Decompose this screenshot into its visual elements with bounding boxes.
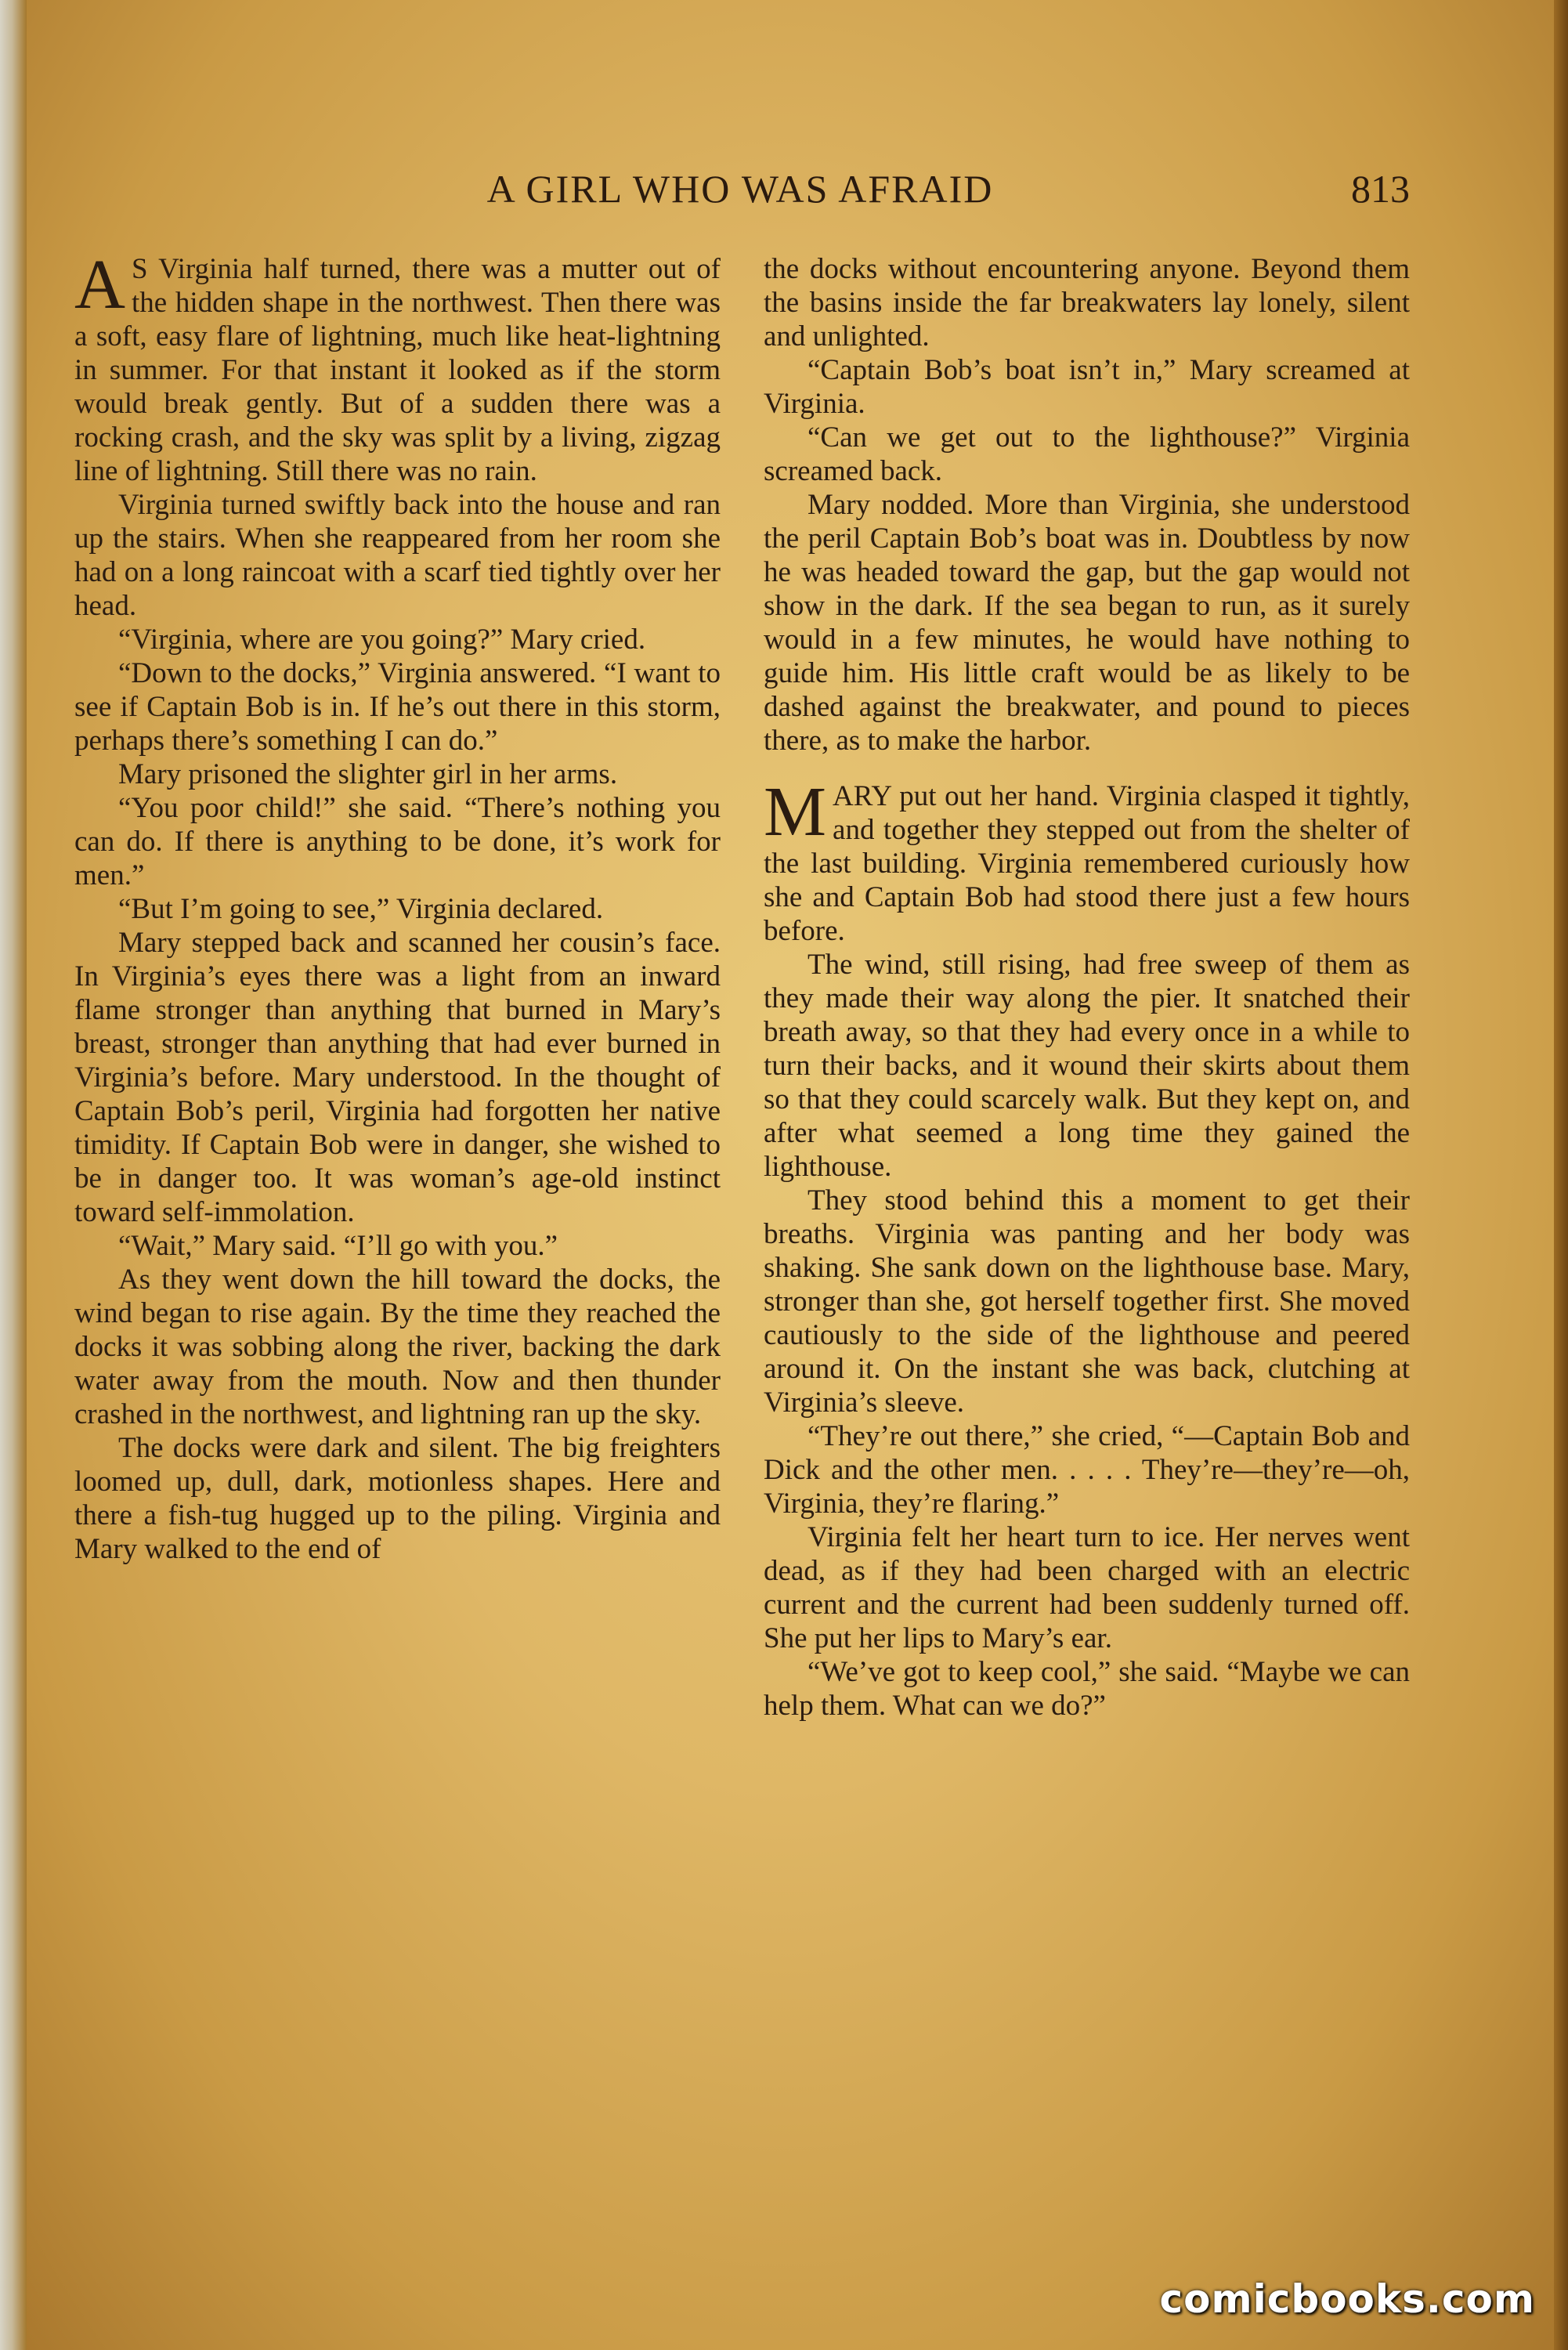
paragraph-text: S Virginia half turned, there was a mutter out of the hidden shape in the northwest. Then there was a soft, easy flare of lightning, much like heat-lightning in summer. For that instant it looked as if the storm would break gently. But of a sudden there was a rocking crash, and the sky was split by a living, zigzag line of lightning. Still there was no rain. xyxy=(74,253,721,487)
paragraph: “But I’m going to see,” Virginia declared. xyxy=(118,893,604,925)
paragraph: the docks without encountering anyone. Beyond them the basins inside the far breakwaters lay lonely, silent and unlighted. xyxy=(764,253,1410,352)
paragraph: Mary prisoned the slighter girl in her arms. xyxy=(118,758,618,790)
paragraph: The docks were dark and silent. The big freighters loomed up, dull, dark, motionless shapes. Here and there a fish-tug hugged up to the piling. Virginia and Mary walked to the end of xyxy=(74,1432,721,1565)
page-header xyxy=(70,166,1410,218)
site-watermark: comicbooks.com xyxy=(1159,2276,1535,2322)
paragraph xyxy=(74,246,721,488)
paragraph xyxy=(764,773,1410,948)
paragraph: “We’ve got to keep cool,” she said. “Maybe we can help them. What can we do?” xyxy=(764,1656,1410,1722)
paragraph: “You poor child!” she said. “There’s nothing you can do. If there is anything to be done, it’s work for men.” xyxy=(74,792,721,891)
paragraph: As they went down the hill toward the docks, the wind began to rise again. By the time they reached the docks it was sobbing along the river, backing the dark water away from the mouth. Now and then thunder crashed in the northwest, and lightning ran up the sky. xyxy=(74,1264,721,1430)
paragraph: The wind, still rising, had free sweep of them as they made their way along the pier. It snatched their breath away, so that they had every once in a while to turn their backs, and it wound their skirts about them so that they could scarcely walk. But they kept on, and after what seemed a long time they gained the lighthouse. xyxy=(764,949,1410,1183)
paragraph: They stood behind this a moment to get their breaths. Virginia was panting and her body was shaking. She sank down on the lighthouse base. Mary, stronger than she, got herself together first. She moved cautiously to the side of the lighthouse and peered around it. On the instant she was back, clutching at Virginia’s sleeve. xyxy=(764,1184,1410,1419)
text-column-right xyxy=(764,252,1410,1723)
drop-cap: A xyxy=(74,246,125,324)
paragraph-text: ARY put out her hand. Virginia clasped it tightly, and together they stepped out from the shelter of the last building. Virginia remembered curiously how she and Captain Bob had stood there just a few hours before. xyxy=(764,780,1410,947)
text-column-left xyxy=(74,246,721,1566)
page-number: 813 xyxy=(1351,167,1410,211)
running-title: A GIRL WHO WAS AFRAID xyxy=(486,167,994,211)
paragraph: Mary stepped back and scanned her cousin’s face. In Virginia’s eyes there was a light from an inward flame stronger than anything that burned in Mary’s breast, stronger than anything that had ever burned in Virginia’s before. Mary understood. In the thought of Captain Bob’s peril, Virginia had forgotten her native timidity. If Captain Bob were in danger, she wished to be in danger too. It was woman’s age-old instinct toward self-immolation. xyxy=(74,927,721,1228)
page-left-edge xyxy=(0,0,27,2350)
paragraph: Mary nodded. More than Virginia, she understood the peril Captain Bob’s boat was in. Doubtless by now he was headed toward the gap, but the gap would not show in the dark. If the sea began to run, as it surely would in a few minutes, he would have nothing to guide him. His little craft would be as likely to be dashed against the breakwater, and pound to pieces there, as to make the harbor. xyxy=(764,489,1410,757)
paragraph: “Captain Bob’s boat isn’t in,” Mary screamed at Virginia. xyxy=(764,354,1410,420)
paragraph: “Wait,” Mary said. “I’ll go with you.” xyxy=(118,1230,558,1262)
drop-cap: M xyxy=(764,773,827,851)
paragraph: Virginia turned swiftly back into the house and ran up the stairs. When she reappeared from her room she had on a long raincoat with a scarf tied tightly over her head. xyxy=(74,489,721,622)
paragraph: “Virginia, where are you going?” Mary cried. xyxy=(118,624,646,656)
paragraph: “Can we get out to the lighthouse?” Virginia screamed back. xyxy=(764,421,1410,487)
page-right-edge xyxy=(1554,0,1568,2350)
paragraph: Virginia felt her heart turn to ice. Her nerves went dead, as if they had been charged with an electric current and the current had been suddenly turned off. She put her lips to Mary’s ear. xyxy=(764,1521,1410,1654)
paragraph: “Down to the docks,” Virginia answered. “I want to see if Captain Bob is in. If he’s out there in this storm, perhaps there’s something I can do.” xyxy=(74,657,721,757)
paragraph: “They’re out there,” she cried, “—Captain Bob and Dick and the other men. . . . . They’re—they’re—oh, Virginia, they’re flaring.” xyxy=(764,1420,1410,1520)
